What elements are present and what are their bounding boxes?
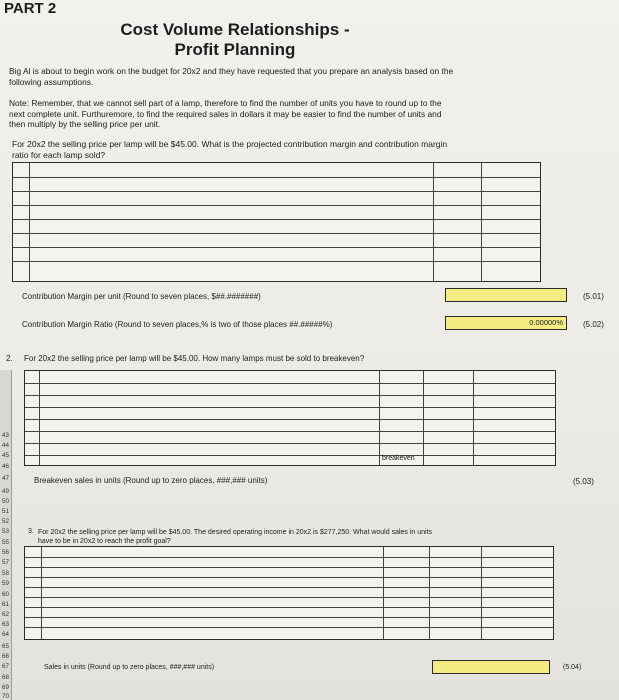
question-3-text: For 20x2 the selling price per lamp will be $45.00. The desired operating income in 20x2 is $277,250. What would sales in units have to be in 20x2 to reach the profit goal? xyxy=(38,529,433,545)
sales-units-input[interactable] xyxy=(432,660,550,674)
question-2-text: For 20x2 the selling price per lamp will be $45.00. How many lamps must be sold to breakeven? xyxy=(24,354,365,363)
row-num: 47 xyxy=(1,475,9,482)
cm-per-unit-label: Contribution Margin per unit (Round to seven places, $##.#######) xyxy=(22,292,261,301)
q2-answer-grid[interactable] xyxy=(24,370,556,466)
row-num: 64 xyxy=(1,631,9,638)
row-num: 62 xyxy=(1,611,9,618)
row-num: 44 xyxy=(1,442,9,449)
row-num: 57 xyxy=(1,559,9,566)
sales-units-label: Sales in units (Round up to zero places, ###,### units) xyxy=(44,664,215,671)
row-num: 46 xyxy=(1,463,9,470)
row-num: 66 xyxy=(1,653,9,660)
row-num: 50 xyxy=(1,498,9,505)
row-num: 63 xyxy=(1,621,9,628)
title-line-2: Profit Planning xyxy=(174,40,296,59)
breakeven-ref: (5.03) xyxy=(573,477,594,486)
breakeven-label: Breakeven sales in units (Round up to zero places, ###,### units) xyxy=(34,476,268,485)
cm-ref: (5.01) xyxy=(583,292,604,301)
row-num: 60 xyxy=(1,591,9,598)
row-num: 58 xyxy=(1,570,9,577)
row-num: 59 xyxy=(1,580,9,587)
row-num: 53 xyxy=(1,528,9,535)
q1-answer-grid[interactable] xyxy=(12,162,541,282)
row-num: 52 xyxy=(1,518,9,525)
row-num: 56 xyxy=(1,549,9,556)
q3-answer-grid[interactable] xyxy=(24,546,554,640)
sales-units-ref: (5.04) xyxy=(563,664,582,671)
row-num: 65 xyxy=(1,643,9,650)
question-2-number: 2. xyxy=(6,354,13,363)
row-num: 70 xyxy=(1,693,9,700)
cm-ratio-input[interactable]: 0.00000% xyxy=(445,316,567,330)
row-num: 43 xyxy=(1,432,9,439)
cmr-ref: (5.02) xyxy=(583,320,604,329)
row-num: 51 xyxy=(1,508,9,515)
part-heading: PART 2 xyxy=(4,0,57,17)
breakeven-tag: breakeven xyxy=(382,455,415,462)
row-num: 69 xyxy=(1,684,9,691)
row-num: 61 xyxy=(1,601,9,608)
cm-ratio-label: Contribution Margin Ratio (Round to seven places,% is two of those places ##.#####%) xyxy=(22,320,333,329)
question-3-number: 3. xyxy=(28,528,34,535)
row-num: 55 xyxy=(1,539,9,546)
row-num: 49 xyxy=(1,488,9,495)
title-line-1: Cost Volume Relationships - xyxy=(120,20,350,39)
note-paragraph: Note: Remember, that we cannot sell part of a lamp, therefore to find the number of units you have to round up to the next complete unit. Furthuremore, to find the required sales in dollars it may be easier to find the number of units and then multiply by the selling price per unit. xyxy=(9,98,442,130)
question-1-text: For 20x2 the selling price per lamp will be $45.00. What is the projected contribution margin and contribution margin ratio for each lamp sold? xyxy=(12,139,448,160)
intro-paragraph: Big Al is about to begin work on the budget for 20x2 and they have requested that you prepare an analysis based on the following assumptions. xyxy=(9,66,454,87)
row-num: 68 xyxy=(1,674,9,681)
cm-per-unit-input[interactable] xyxy=(445,288,567,302)
row-num: 45 xyxy=(1,452,9,459)
row-num: 67 xyxy=(1,663,9,670)
